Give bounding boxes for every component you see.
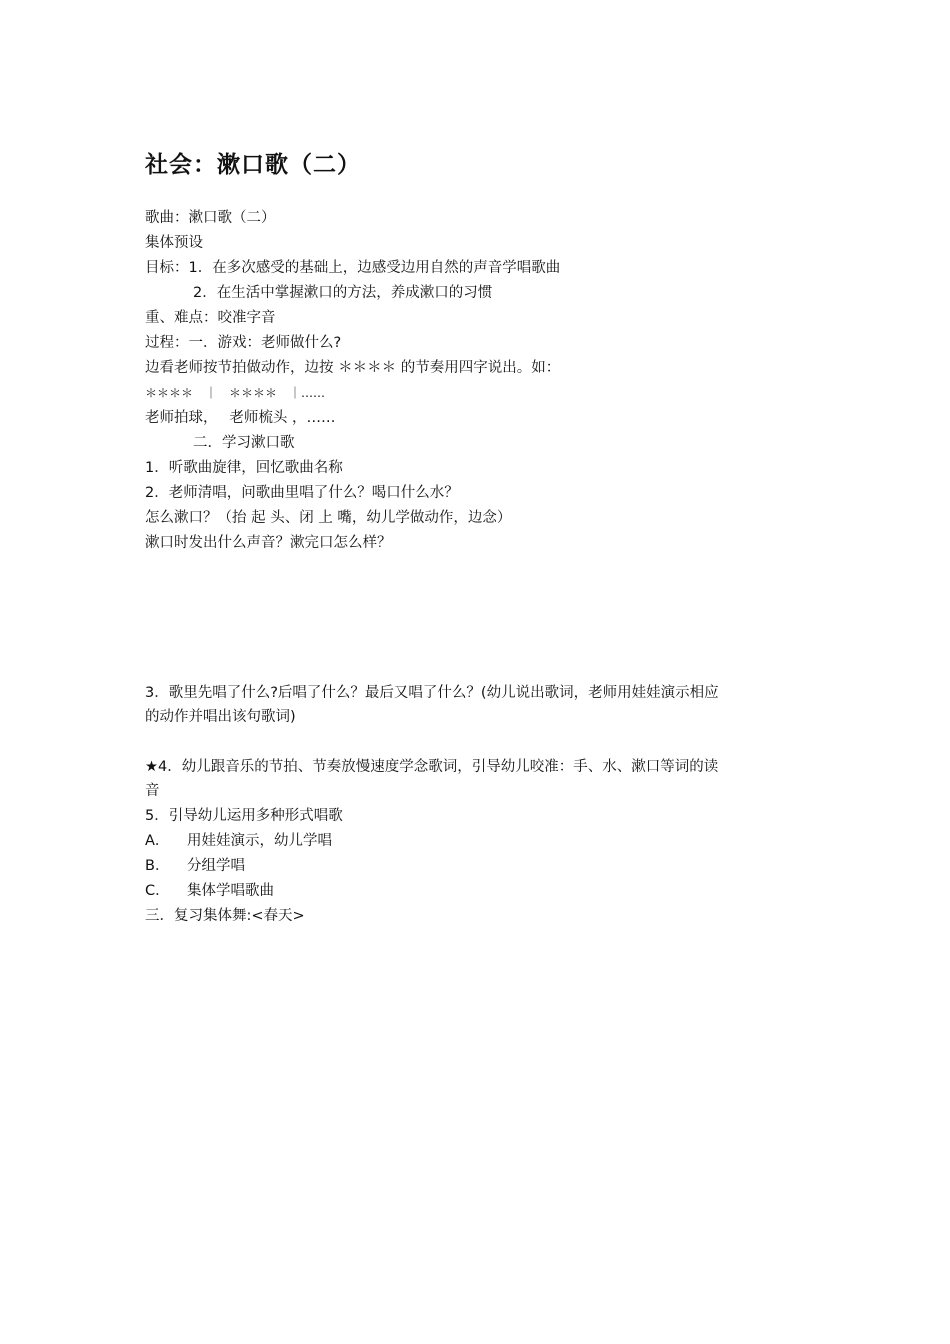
step-1-line: 1．听歌曲旋律，回忆歌曲名称 — [145, 460, 343, 476]
option-b-letter: B． — [145, 858, 170, 874]
key-points-line: 重、难点：咬准字音 — [145, 310, 276, 326]
process-line: 过程：一．游戏：老师做什么? — [145, 335, 342, 351]
option-a — [145, 831, 332, 851]
option-c-letter: C． — [145, 883, 170, 899]
goal-line-2: 2．在生活中掌握漱口的方法，养成漱口的习惯 — [193, 285, 493, 301]
step-2-line: 2．老师清唱，问歌曲里唱了什么？喝口什么水？ — [145, 485, 459, 501]
step-3-line-b: 的动作并唱出该句歌词) — [145, 709, 296, 725]
step-2-question-a: 怎么漱口？（抬 起 头、闭 上 嘴，幼儿学做动作，边念） — [145, 510, 512, 526]
step-5-line: 5．引导幼儿运用多种形式唱歌 — [145, 808, 343, 824]
rhythm-pattern-line: ＊＊＊＊ ｜ ＊＊＊＊ ｜…… — [145, 386, 326, 400]
option-c — [145, 881, 274, 901]
step-2-question-b: 漱口时发出什么声音？漱完口怎么样？ — [145, 535, 392, 551]
part-three-line: 三．复习集体舞:<春天> — [145, 908, 305, 924]
song-line: 歌曲：漱口歌（二） — [145, 210, 276, 226]
rhythm-description-line: 边看老师按节拍做动作，边按 ＊＊＊＊ 的节奏用四字说出。如： — [145, 360, 561, 376]
option-a-letter: A． — [145, 833, 170, 849]
example-line: 老师拍球， 老师梳头 ，…… — [145, 410, 336, 426]
document-title: 社会：漱口歌（二） — [145, 152, 361, 178]
option-c-text: 集体学唱歌曲 — [187, 883, 274, 899]
option-a-text: 用娃娃演示，幼儿学唱 — [187, 833, 332, 849]
option-b-text: 分组学唱 — [187, 858, 245, 874]
part-two-heading: 二．学习漱口歌 — [193, 435, 295, 451]
step-4-line-b: 音 — [145, 783, 160, 799]
step-4-line-a: ★4．幼儿跟音乐的节拍、节奏放慢速度学念歌词，引导幼儿咬准：手、水、漱口等词的读 — [145, 759, 719, 775]
goal-line-1: 目标：1．在多次感受的基础上，边感受边用自然的声音学唱歌曲 — [145, 260, 561, 276]
preset-line: 集体预设 — [145, 235, 203, 251]
option-b — [145, 856, 245, 876]
step-3-line-a: 3．歌里先唱了什么?后唱了什么？最后又唱了什么？(幼儿说出歌词，老师用娃娃演示相应 — [145, 685, 719, 701]
